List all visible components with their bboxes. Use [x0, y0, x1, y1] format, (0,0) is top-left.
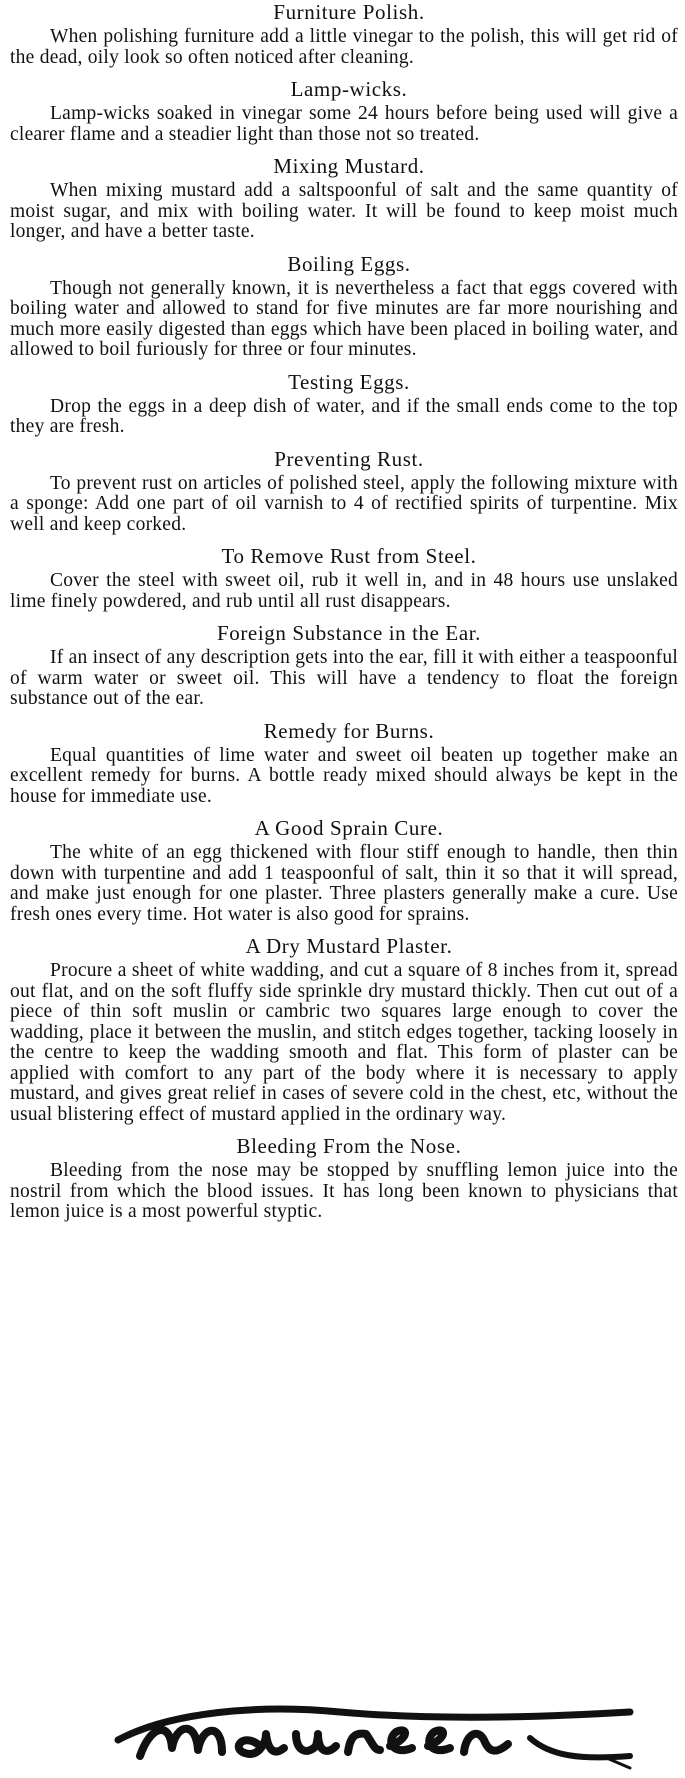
recipe-title: Foreign Substance in the Ear.: [216, 621, 482, 645]
recipe-title: Bleeding From the Nose.: [236, 1134, 462, 1158]
recipe-title: A Dry Mustard Plaster.: [245, 934, 453, 958]
recipe-text: Equal quantities of lime water and sweet oil beaten up together make an excellent remedy for burns. A bottle ready mixed should always be kept in the house for immediate use.: [10, 744, 678, 807]
recipe-dry-mustard-plaster: [10, 934, 678, 1125]
recipe-title: Furniture Polish.: [273, 0, 425, 24]
recipe-text: Procure a sheet of white wadding, and cut a square of 8 inches from it, spread out flat, and on the soft fluffy side sprinkle dry mustard thickly. Then cut out of a piece of thin soft muslin or cambric two squares large enough to cover the wadding, place it between the muslin, and stitch edges together, tacking loosely in the centre to keep the wadding smooth and flat. This form of plaster can be applied with comfort to any part of the body where it is necessary to apply mustard, and gives great relief in cases of severe cold in the chest, etc, without the usual blistering effect of mustard applied in the ordinary way.: [10, 960, 678, 1125]
recipe-text: Cover the steel with sweet oil, rub it well in, and in 48 hours use unslaked lime finely powdered, and rub until all rust disappears.: [10, 570, 678, 612]
recipe-text: Lamp-wicks soaked in vinegar some 24 hours before being used will give a clearer flame and a steadier light than those not so treated.: [10, 103, 678, 145]
recipe-preventing-rust: [10, 447, 678, 536]
article-column: [10, 0, 678, 1232]
recipe-remove-rust: [10, 544, 678, 612]
recipe-title: A Good Sprain Cure.: [254, 816, 444, 840]
recipe-foreign-substance-ear: [10, 621, 678, 710]
recipe-remedy-burns: [10, 719, 678, 808]
recipe-text: Though not generally known, it is nevertheless a fact that eggs covered with boiling water and allowed to stand for five minutes are far more nourishing and much more easily digested than eggs which have been placed in boiling water, and allowed to boil furiously for three or four minutes.: [10, 277, 678, 360]
recipe-text: When mixing mustard add a saltspoonful of salt and the same quantity of moist sugar, and mix with boiling water. It will be found to keep moist much longer, and have a better taste.: [10, 180, 678, 242]
recipe-sprain-cure: [10, 816, 678, 925]
recipe-title: Mixing Mustard.: [273, 154, 425, 178]
recipe-furniture-polish: [10, 0, 678, 68]
recipe-text: When polishing furniture add a little vinegar to the polish, this will get rid of the dead, oily look so often noticed after cleaning.: [10, 26, 678, 68]
recipe-mixing-mustard: [10, 154, 678, 243]
recipe-lamp-wicks: [10, 77, 678, 145]
recipe-text: Bleeding from the nose may be stopped by snuffling lemon juice into the nostril from which the blood issues. It has long been known to physicians that lemon juice is a most powerful styptic.: [10, 1160, 678, 1222]
recipe-text: If an insect of any description gets into the ear, fill it with either a teaspoonful of warm water or sweet oil. This will have a tendency to float the foreign substance out of the ear.: [10, 647, 678, 709]
handwritten-signature-icon: [110, 1690, 670, 1773]
recipe-title: To Remove Rust from Steel.: [221, 544, 477, 568]
recipe-testing-eggs: [10, 370, 678, 438]
recipe-title: Preventing Rust.: [274, 446, 424, 471]
recipe-title: Boiling Eggs.: [287, 251, 411, 276]
recipe-bleeding-nose: [10, 1134, 678, 1223]
recipe-title: Remedy for Burns.: [263, 718, 435, 743]
recipe-boiling-eggs: [10, 252, 678, 361]
recipe-text: To prevent rust on articles of polished steel, apply the following mixture with a sponge: Add one part of oil varnish to 4 of rectified spirits of turpentine. Mix well and keep corked.: [10, 472, 678, 535]
recipe-text: The white of an egg thickened with flour stiff enough to handle, then thin down with turpentine and add 1 teaspoonful of salt, thin it so that it will spread, and make just enough for one plaster. Three plasters generally make a cure. Use fresh ones every time. Hot water is also good for sprains.: [10, 842, 678, 925]
recipe-text: Drop the eggs in a deep dish of water, and if the small ends come to the top they are fresh.: [10, 395, 678, 437]
recipe-title: Lamp-wicks.: [290, 77, 408, 101]
recipe-title: Testing Eggs.: [288, 369, 410, 394]
